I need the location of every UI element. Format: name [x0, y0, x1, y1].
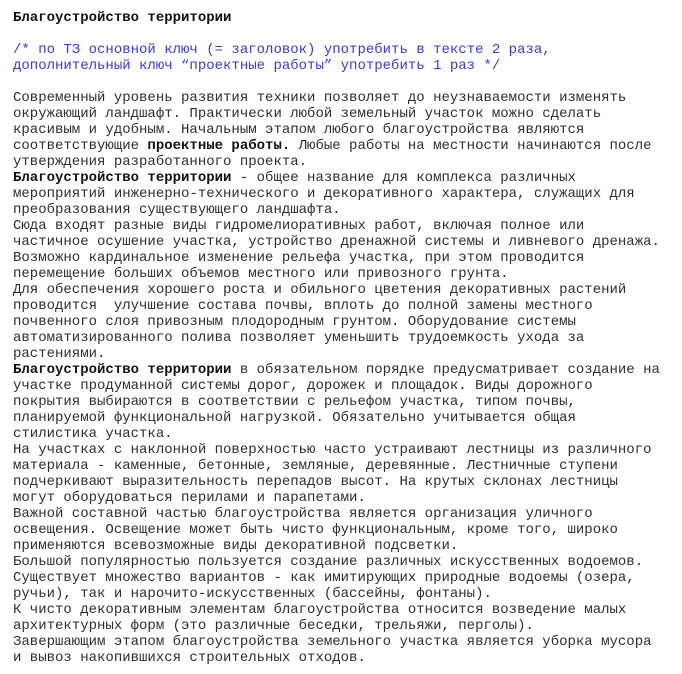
text-run: красивым и удобным. Начальным этапом любого благоустройства являются — [13, 122, 585, 138]
text-run: Большой популярностью пользуется создание различных искусственных водоемов. — [13, 554, 644, 570]
text-line — [13, 554, 676, 570]
text-line — [13, 314, 676, 330]
blank-line — [13, 74, 676, 90]
text-run: стилистика участка. — [13, 426, 173, 442]
text-run: перемещение больших объемов местного или привозного грунта. — [13, 266, 509, 282]
text-line — [13, 538, 676, 554]
text-run: - общее название для комплекса различных — [231, 170, 576, 186]
text-line — [13, 202, 676, 218]
text-run: На участках с наклонной поверхностью часто устраивают лестницы из различного — [13, 442, 652, 458]
text-line — [13, 410, 676, 426]
text-run: освещения. Освещение может быть чисто функциональным, кроме того, широко — [13, 522, 618, 538]
text-run: Сюда входят разные виды гидромелиоративных работ, включая полное или — [13, 218, 585, 234]
text-line — [13, 362, 676, 378]
text-line — [13, 154, 676, 170]
text-run: мероприятий инженерно-технического и декоративного характера, служащих для — [13, 186, 635, 202]
text-run: подчеркивают выразительность перепадов высот. На крутых склонах лестницы — [13, 474, 618, 490]
text-run: преобразования существующего ландшафта. — [13, 202, 341, 218]
text-line — [13, 330, 676, 346]
text-run: применяются всевозможные виды декоративной подсветки. — [13, 538, 459, 554]
text-line — [13, 346, 676, 362]
text-line — [13, 378, 676, 394]
text-run: планируемой функциональной нагрузкой. Обязательно учитывается общая — [13, 410, 576, 426]
document-title: Благоустройство территории — [13, 10, 232, 26]
text-run: Для обеспечения хорошего роста и обильного цветения декоративных растений — [13, 282, 627, 298]
text-line — [13, 570, 676, 586]
text-line — [13, 458, 676, 474]
text-line — [13, 170, 676, 186]
text-line — [13, 122, 676, 138]
text-run: утверждения разработанного проекта. — [13, 154, 308, 170]
bold-keyword: проектные работы. — [147, 138, 291, 154]
text-run: окружающий ландшафт. Практически любой земельный участок можно сделать — [13, 106, 602, 122]
text-line — [13, 90, 676, 106]
text-line — [13, 234, 676, 250]
text-line — [13, 634, 676, 650]
text-line — [13, 650, 676, 666]
text-run: и вывоз накопившихся строительных отходов. — [13, 650, 366, 666]
text-run: частичное осушение участка, устройство дренажной системы и ливневого дренажа. — [13, 234, 660, 250]
text-line — [13, 426, 676, 442]
seo-comment-block — [13, 42, 676, 74]
text-line — [13, 138, 676, 154]
text-run: архитектурных форм (это различные беседки, трельяжи, перголы). — [13, 618, 534, 634]
text-line — [13, 266, 676, 282]
text-line — [13, 490, 676, 506]
text-line — [13, 618, 676, 634]
text-run: ручьи), так и нарочито-искусственных (бассейны, фонтаны). — [13, 586, 492, 602]
text-line — [13, 586, 676, 602]
text-run: автоматизированного полива позволяет уменьшить трудоемкость ухода за — [13, 330, 585, 346]
text-run: К чисто декоративным элементам благоустройства относится возведение малых — [13, 602, 627, 618]
document-body — [13, 90, 676, 666]
text-line — [13, 522, 676, 538]
text-run: Завершающим этапом благоустройства земельного участка является уборка мусора — [13, 634, 652, 650]
text-line — [13, 442, 676, 458]
blank-line — [13, 26, 676, 42]
text-line — [13, 298, 676, 314]
text-run: растениями. — [13, 346, 106, 362]
text-line — [13, 506, 676, 522]
text-run: участке продуманной системы дорог, дорожек и площадок. Виды дорожного — [13, 378, 593, 394]
text-run: материала - каменные, бетонные, земляные, деревянные. Лестничные ступени — [13, 458, 618, 474]
comment-line: /* по ТЗ основной ключ (= заголовок) употребить в тексте 2 раза, — [13, 42, 551, 58]
bold-keyword: Благоустройство территории — [13, 170, 232, 186]
text-line — [13, 106, 676, 122]
text-run: в обязательном порядке предусматривает создание на — [231, 362, 660, 378]
text-line — [13, 602, 676, 618]
text-line — [13, 474, 676, 490]
text-line — [13, 394, 676, 410]
text-run: проводится улучшение состава почвы, вплоть до полной замены местного — [13, 298, 593, 314]
text-run: Любые работы на местности начинаются после — [290, 138, 652, 154]
text-run: Существует множество вариантов - как имитирующих природные водоемы (озера, — [13, 570, 635, 586]
text-line — [13, 250, 676, 266]
text-run: могут оборудоваться перилами и парапетами. — [13, 490, 366, 506]
text-line — [13, 186, 676, 202]
text-run: почвенного слоя привозным плодородным грунтом. Оборудование системы — [13, 314, 576, 330]
bold-keyword: Благоустройство территории — [13, 362, 232, 378]
text-run: Современный уровень развития техники позволяет до неузнаваемости изменять — [13, 90, 627, 106]
text-line — [13, 218, 676, 234]
text-run: покрытия выбираются в соответствии с рельефом участка, типом почвы, — [13, 394, 576, 410]
text-run: Важной составной частью благоустройства является организация уличного — [13, 506, 593, 522]
text-run: соответствующие — [13, 138, 148, 154]
comment-line: дополнительный ключ “проектные работы” употребить 1 раз */ — [13, 58, 501, 74]
text-line — [13, 282, 676, 298]
text-run: Возможно кардинальное изменение рельефа участка, при этом проводится — [13, 250, 585, 266]
